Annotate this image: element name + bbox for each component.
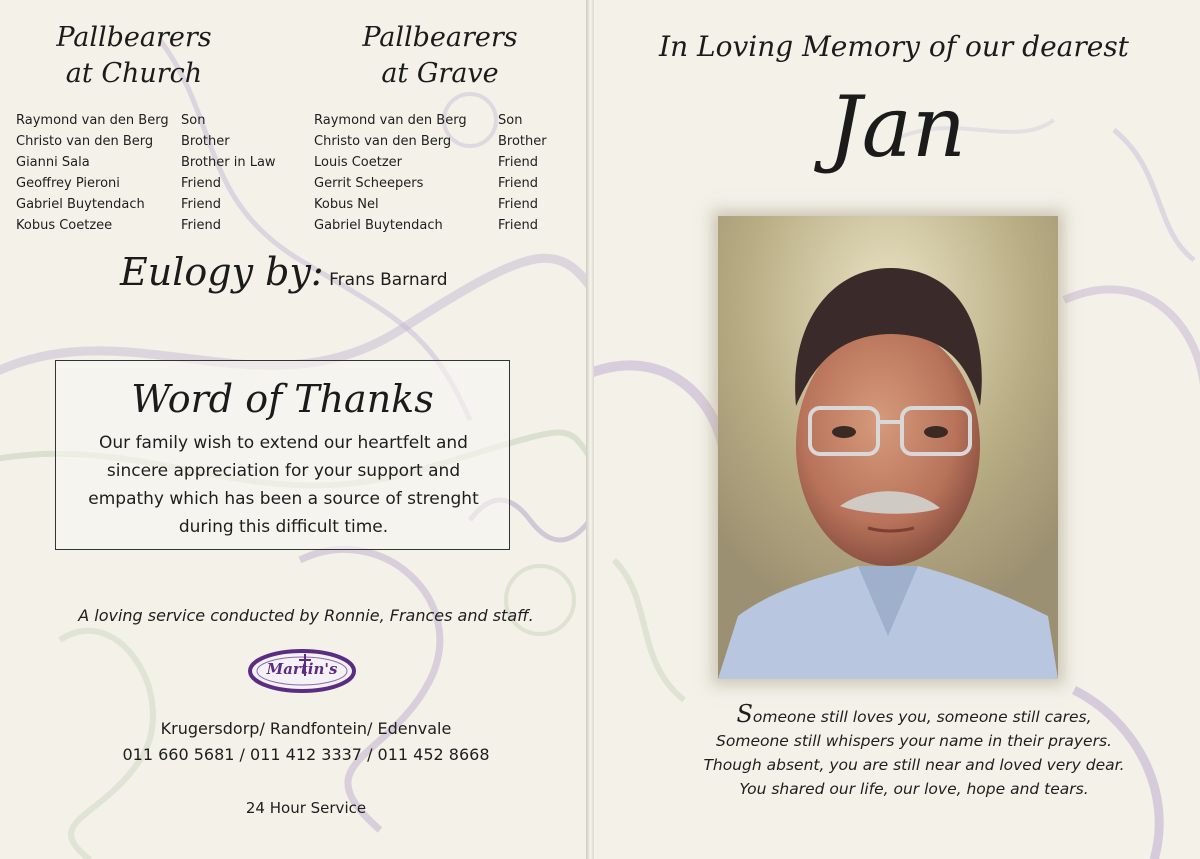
eulogy-line	[120, 250, 448, 294]
pallbearers-church-heading	[4, 20, 264, 92]
pallbearer-name: Geoffrey Pieroni	[16, 176, 120, 191]
phone-numbers: 011 660 5681 / 011 412 3337 / 011 452 8668	[122, 745, 490, 764]
list-item	[314, 152, 574, 173]
pallbearers-grave-list	[314, 110, 574, 236]
poem-line	[634, 702, 1194, 729]
pallbearer-relation: Brother	[498, 134, 547, 149]
list-item	[16, 173, 296, 194]
word-of-thanks-box	[55, 360, 510, 550]
list-item	[16, 152, 296, 173]
deceased-name: Jan	[828, 78, 966, 176]
memorial-heading: In Loving Memory of our dearest	[659, 30, 1129, 63]
pallbearers-church-list	[16, 110, 296, 236]
pallbearer-name: Christo van den Berg	[16, 134, 154, 149]
pallbearer-name: Louis Coetzer	[314, 155, 403, 170]
pallbearer-name: Raymond van den Berg	[314, 113, 467, 128]
pallbearer-relation: Brother	[181, 134, 230, 149]
pallbearer-name: Gabriel Buytendach	[314, 218, 443, 233]
left-page	[0, 0, 588, 859]
pallbearers-grave-heading	[310, 20, 570, 92]
pallbearer-relation: Friend	[498, 155, 538, 170]
pallbearer-relation: Brother in Law	[181, 155, 276, 170]
eulogy-speaker: Frans Barnard	[323, 270, 448, 290]
pallbearer-name: Gianni Sala	[16, 155, 90, 170]
pallbearer-relation: Friend	[498, 176, 538, 191]
pallbearer-relation: Friend	[181, 197, 221, 212]
portrait-photo	[718, 216, 1058, 679]
list-item	[16, 215, 296, 236]
poem-line: You shared our life, our love, hope and tears.	[739, 780, 1089, 798]
list-item	[16, 131, 296, 152]
thanks-title: Word of Thanks	[131, 377, 434, 421]
pallbearer-relation: Friend	[181, 218, 221, 233]
right-page	[594, 0, 1200, 859]
branch-locations: Krugersdorp/ Randfontein/ Edenvale	[160, 719, 452, 738]
pallbearer-relation: Friend	[498, 197, 538, 212]
logo-text: Martin's	[266, 660, 338, 678]
memorial-poem	[634, 702, 1194, 801]
eulogy-label: Eulogy by:	[120, 250, 324, 294]
service-hours: 24 Hour Service	[245, 799, 367, 817]
heading-line: Pallbearers	[56, 22, 212, 53]
list-item	[16, 110, 296, 131]
pallbearer-name: Raymond van den Berg	[16, 113, 169, 128]
poem-initial: S	[736, 700, 753, 728]
poem-line: Someone still whispers your name in their prayers.	[716, 732, 1112, 750]
list-item	[314, 173, 574, 194]
pallbearer-relation: Son	[181, 113, 206, 128]
list-item	[314, 110, 574, 131]
thanks-text: Our family wish to extend our heartfelt and sincere appreciation for your support and empathy which has been a source of strenght during this difficult time.	[88, 433, 479, 537]
poem-line: Though absent, you are still near and loved very dear.	[703, 756, 1125, 774]
pallbearer-name: Gerrit Scheepers	[314, 176, 424, 191]
pallbearer-relation: Friend	[181, 176, 221, 191]
heading-line: at Church	[65, 58, 203, 89]
pallbearer-name: Kobus Coetzee	[16, 218, 113, 233]
list-item	[16, 194, 296, 215]
list-item	[314, 194, 574, 215]
pallbearer-name: Kobus Nel	[314, 197, 379, 212]
heading-line: at Grave	[381, 58, 499, 89]
poem-line-text: omeone still loves you, someone still cares,	[752, 708, 1092, 726]
martins-logo	[247, 648, 357, 694]
portrait-illustration	[718, 216, 1058, 679]
service-line: A loving service conducted by Ronnie, Frances and staff.	[78, 606, 534, 625]
list-item	[314, 215, 574, 236]
heading-line: Pallbearers	[362, 22, 518, 53]
pallbearer-relation: Friend	[498, 218, 538, 233]
list-item	[314, 131, 574, 152]
pallbearer-name: Gabriel Buytendach	[16, 197, 145, 212]
pallbearer-relation: Son	[498, 113, 523, 128]
pallbearer-name: Christo van den Berg	[314, 134, 452, 149]
